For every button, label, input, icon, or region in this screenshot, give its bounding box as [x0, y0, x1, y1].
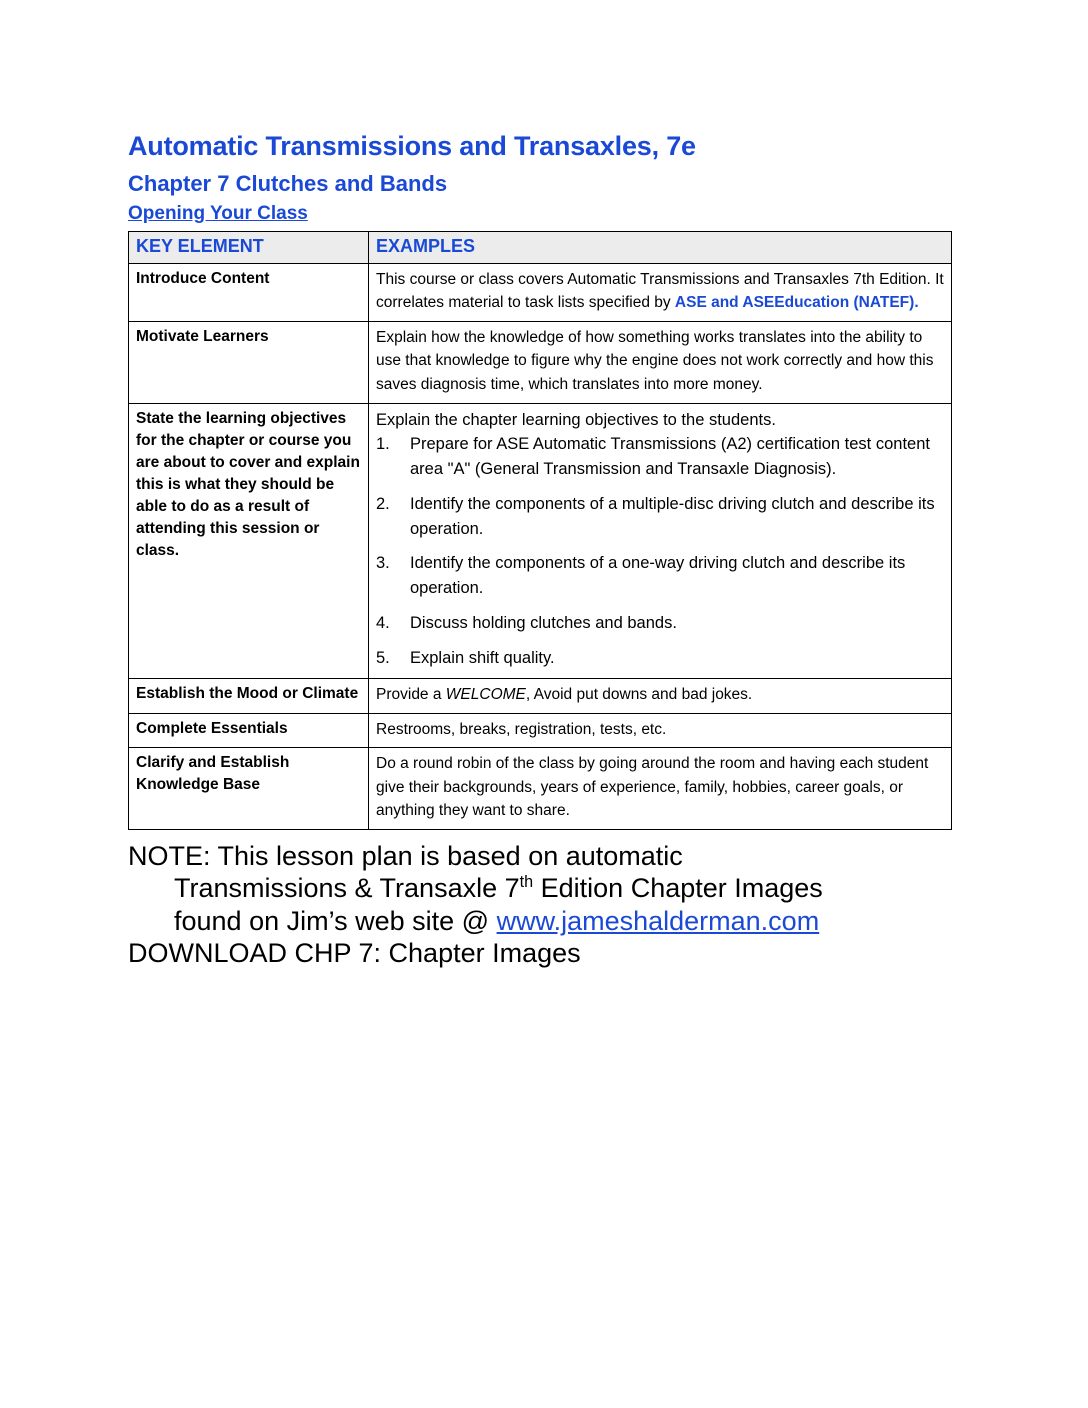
table-row — [129, 713, 952, 748]
list-item-number: 5. — [376, 648, 390, 667]
complete-essentials-text: Restrooms, breaks, registration, tests, etc. — [376, 720, 667, 738]
list-item-number: 3. — [376, 554, 390, 573]
list-item — [376, 646, 944, 671]
chapter-title: Chapter 7 Clutches and Bands — [128, 170, 448, 196]
note-line-1: NOTE: This lesson plan is based on automatic — [128, 840, 683, 871]
table-row — [129, 403, 952, 679]
mood-text-pre: Provide a — [376, 686, 446, 704]
learning-objectives-list — [376, 432, 944, 670]
mood-text-emphasis: WELCOME — [445, 686, 526, 704]
key-element-cell: Complete Essentials — [129, 713, 369, 748]
intro-content-text: This course or class covers Automatic Transmissions and Transaxles 7th Edition. It correlates material to task lists specified by — [376, 270, 944, 312]
key-element-cell: Establish the Mood or Climate — [129, 679, 369, 714]
list-item-text: Explain shift quality. — [410, 648, 555, 667]
list-item — [376, 611, 944, 636]
motivate-learners-text: Explain how the knowledge of how something works translates into the ability to use that knowledge to figure why the engine does not work correctly and how this saves diagnosis time, which translates into more money. — [376, 328, 934, 393]
list-item — [376, 432, 944, 482]
list-item-number: 4. — [376, 613, 390, 632]
list-item-text: Discuss holding clutches and bands. — [410, 613, 677, 632]
table-row — [129, 321, 952, 403]
table-row — [129, 748, 952, 830]
key-element-cell: Motivate Learners — [129, 321, 369, 403]
examples-cell — [369, 713, 952, 748]
list-item — [376, 551, 944, 601]
note-line-4: DOWNLOAD CHP 7: Chapter Images — [128, 938, 581, 969]
table-row — [129, 679, 952, 714]
section-title: Opening Your Class — [128, 202, 308, 224]
column-header-key-element: KEY ELEMENT — [129, 231, 369, 263]
list-item — [376, 492, 944, 542]
key-element-cell: State the learning objectives for the chapter or course you are about to cover and explain this is what they should be able to do as a result of attending this session or class. — [129, 403, 369, 679]
column-header-examples: EXAMPLES — [369, 231, 952, 263]
note-line-2 — [128, 872, 958, 904]
objectives-intro: Explain the chapter learning objectives to the students. — [376, 410, 776, 429]
note-line-2-pre: Transmissions & Transaxle 7 — [174, 873, 520, 904]
note-ordinal-suffix: th — [519, 873, 534, 892]
list-item-number: 1. — [376, 435, 390, 454]
document-content — [128, 132, 958, 970]
note-block — [128, 840, 958, 970]
mood-text-post: , Avoid put downs and bad jokes. — [525, 686, 753, 704]
note-line-2-post: Edition Chapter Images — [533, 873, 823, 904]
knowledge-base-text: Do a round robin of the class by going around the room and having each student give their backgrounds, years of experience, family, hobbies, career goals, or anything they want to share. — [376, 755, 929, 820]
ase-natef-link[interactable]: ASE and ASEEducation (NATEF). — [674, 294, 919, 312]
examples-cell — [369, 403, 952, 679]
note-line-3 — [128, 905, 958, 937]
key-element-cell: Clarify and Establish Knowledge Base — [129, 748, 369, 830]
examples-cell — [369, 679, 952, 714]
table-row — [129, 263, 952, 321]
note-line-3-pre: found on Jim’s web site @ — [174, 905, 497, 936]
examples-cell — [369, 748, 952, 830]
examples-cell — [369, 321, 952, 403]
list-item-number: 2. — [376, 494, 390, 513]
examples-cell — [369, 263, 952, 321]
list-item-text: Prepare for ASE Automatic Transmissions (A2) certification test content area "A" (General Transmission and Transaxle Diagnosis). — [410, 435, 930, 478]
list-item-text: Identify the components of a multiple-disc driving clutch and describe its operation. — [410, 494, 935, 538]
page-title: Automatic Transmissions and Transaxles, 7e — [128, 131, 696, 161]
list-item-text: Identify the components of a one-way driving clutch and describe its operation. — [410, 554, 906, 597]
table-header-row — [129, 231, 952, 263]
website-link[interactable]: www.jameshalderman.com — [496, 905, 820, 936]
key-element-cell: Introduce Content — [129, 263, 369, 321]
lesson-plan-table — [128, 231, 952, 830]
